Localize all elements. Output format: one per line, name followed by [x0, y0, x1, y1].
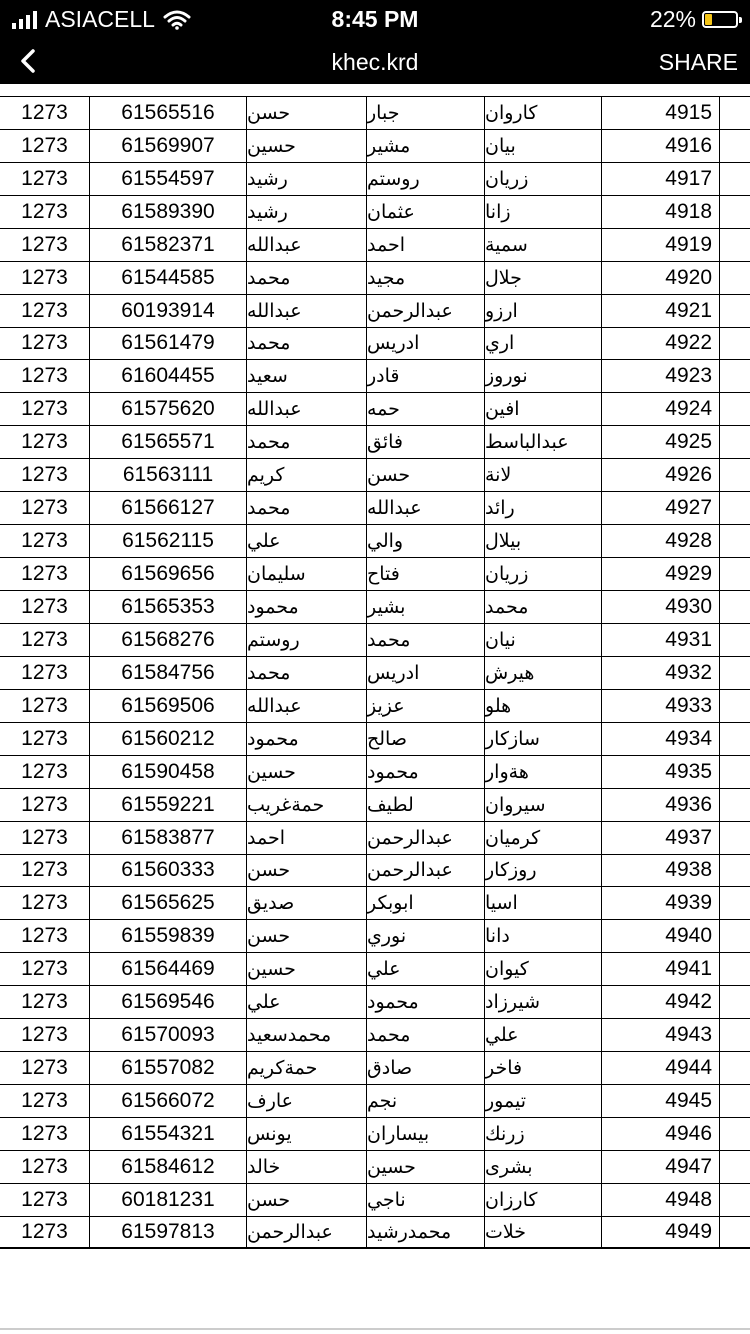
row-first-name: زريان [485, 558, 602, 590]
row-code: 1273 [0, 986, 90, 1018]
table-row [0, 458, 750, 491]
row-father-name: ابوبكر [367, 887, 485, 919]
row-father-name: ناجي [367, 1184, 485, 1216]
row-first-name: زانا [485, 196, 602, 228]
row-code: 1273 [0, 130, 90, 162]
document-view[interactable] [0, 84, 750, 1334]
row-first-name: سيروان [485, 789, 602, 821]
row-first-name: سازكار [485, 723, 602, 755]
row-serial: 4943 [602, 1019, 720, 1051]
row-first-name: زرنك [485, 1118, 602, 1150]
row-father-name: محمدرشيد [367, 1217, 485, 1247]
row-grandfather-name: عبدالله [247, 690, 367, 722]
row-id-number: 61597813 [90, 1217, 247, 1247]
table-row [0, 919, 750, 952]
row-grandfather-name: محمد [247, 328, 367, 360]
row-serial: 4915 [602, 97, 720, 129]
row-grandfather-name: سعيد [247, 360, 367, 392]
row-father-name: محمد [367, 1019, 485, 1051]
row-code: 1273 [0, 459, 90, 491]
row-id-number: 61589390 [90, 196, 247, 228]
row-first-name: كاروان [485, 97, 602, 129]
row-grandfather-name: حسين [247, 953, 367, 985]
row-id-number: 61560333 [90, 855, 247, 887]
row-grandfather-name: عبدالله [247, 295, 367, 327]
row-code: 1273 [0, 789, 90, 821]
table-row [0, 1150, 750, 1183]
battery-percent: 22% [649, 6, 696, 32]
row-father-name: مشير [367, 130, 485, 162]
row-father-name: روستم [367, 163, 485, 195]
row-code: 1273 [0, 855, 90, 887]
row-id-number: 61583877 [90, 822, 247, 854]
row-first-name: فاخر [485, 1052, 602, 1084]
row-code: 1273 [0, 756, 90, 788]
row-serial: 4931 [602, 624, 720, 656]
row-grandfather-name: حسن [247, 97, 367, 129]
table-row [0, 195, 750, 228]
row-grandfather-name: حسن [247, 920, 367, 952]
row-father-name: فائق [367, 426, 485, 458]
row-id-number: 61560212 [90, 723, 247, 755]
row-code: 1273 [0, 690, 90, 722]
row-code: 1273 [0, 1085, 90, 1117]
row-father-name: صالح [367, 723, 485, 755]
table-row [0, 359, 750, 392]
row-serial: 4942 [602, 986, 720, 1018]
table-row [0, 261, 750, 294]
row-first-name: محمد [485, 591, 602, 623]
row-grandfather-name: حمةغريب [247, 789, 367, 821]
row-grandfather-name: عبدالرحمن [247, 1217, 367, 1247]
row-serial: 4930 [602, 591, 720, 623]
row-first-name: اري [485, 328, 602, 360]
table-row [0, 392, 750, 425]
row-id-number: 60193914 [90, 295, 247, 327]
table-row [0, 425, 750, 458]
row-grandfather-name: حسين [247, 756, 367, 788]
table-row [0, 294, 750, 327]
row-father-name: عبدالله [367, 492, 485, 524]
row-serial: 4923 [602, 360, 720, 392]
table-row [0, 755, 750, 788]
table-row [0, 656, 750, 689]
row-first-name: اسيا [485, 887, 602, 919]
row-father-name: حسين [367, 1151, 485, 1183]
row-code: 1273 [0, 558, 90, 590]
row-code: 1273 [0, 97, 90, 129]
row-father-name: قادر [367, 360, 485, 392]
row-id-number: 61554321 [90, 1118, 247, 1150]
row-father-name: فتاح [367, 558, 485, 590]
row-serial: 4919 [602, 229, 720, 261]
row-code: 1273 [0, 723, 90, 755]
row-code: 1273 [0, 525, 90, 557]
row-first-name: جلال [485, 262, 602, 294]
row-grandfather-name: عارف [247, 1085, 367, 1117]
row-serial: 4924 [602, 393, 720, 425]
browser-nav-bar [0, 40, 750, 84]
row-serial: 4927 [602, 492, 720, 524]
row-father-name: بشير [367, 591, 485, 623]
row-grandfather-name: محمدسعيد [247, 1019, 367, 1051]
table-row [0, 491, 750, 524]
row-first-name: دانا [485, 920, 602, 952]
row-grandfather-name: محمد [247, 262, 367, 294]
row-serial: 4936 [602, 789, 720, 821]
row-id-number: 61544585 [90, 262, 247, 294]
row-serial: 4945 [602, 1085, 720, 1117]
row-serial: 4937 [602, 822, 720, 854]
battery-fill [705, 14, 712, 25]
row-code: 1273 [0, 196, 90, 228]
row-id-number: 61559839 [90, 920, 247, 952]
row-serial: 4934 [602, 723, 720, 755]
share-button[interactable]: SHARE [658, 49, 738, 75]
row-first-name: كرميان [485, 822, 602, 854]
row-serial: 4925 [602, 426, 720, 458]
row-code: 1273 [0, 1184, 90, 1216]
row-serial: 4929 [602, 558, 720, 590]
row-grandfather-name: كريم [247, 459, 367, 491]
row-code: 1273 [0, 624, 90, 656]
row-serial: 4922 [602, 328, 720, 360]
row-father-name: علي [367, 953, 485, 985]
row-serial: 4933 [602, 690, 720, 722]
table-row [0, 327, 750, 360]
row-grandfather-name: محمود [247, 723, 367, 755]
row-first-name: ارزو [485, 295, 602, 327]
row-serial: 4946 [602, 1118, 720, 1150]
table-row [0, 952, 750, 985]
row-serial: 4940 [602, 920, 720, 952]
table-row [0, 1117, 750, 1150]
row-id-number: 60181231 [90, 1184, 247, 1216]
row-code: 1273 [0, 1052, 90, 1084]
row-code: 1273 [0, 229, 90, 261]
row-first-name: كارزان [485, 1184, 602, 1216]
table-row [0, 1018, 750, 1051]
row-first-name: رائد [485, 492, 602, 524]
status-right [650, 6, 738, 33]
row-first-name: لانة [485, 459, 602, 491]
row-serial: 4932 [602, 657, 720, 689]
row-id-number: 61569506 [90, 690, 247, 722]
row-id-number: 61575620 [90, 393, 247, 425]
row-grandfather-name: احمد [247, 822, 367, 854]
row-grandfather-name: يونس [247, 1118, 367, 1150]
row-code: 1273 [0, 492, 90, 524]
row-serial: 4928 [602, 525, 720, 557]
row-code: 1273 [0, 953, 90, 985]
row-serial: 4949 [602, 1217, 720, 1247]
row-serial: 4935 [602, 756, 720, 788]
row-grandfather-name: محمد [247, 426, 367, 458]
table-row [0, 1051, 750, 1084]
row-id-number: 61582371 [90, 229, 247, 261]
table-row [0, 557, 750, 590]
row-serial: 4944 [602, 1052, 720, 1084]
row-first-name: زريان [485, 163, 602, 195]
row-code: 1273 [0, 1019, 90, 1051]
table-row [0, 854, 750, 887]
row-grandfather-name: سليمان [247, 558, 367, 590]
row-father-name: ادريس [367, 657, 485, 689]
row-father-name: والي [367, 525, 485, 557]
row-father-name: عبدالرحمن [367, 822, 485, 854]
table-row [0, 590, 750, 623]
row-first-name: سمية [485, 229, 602, 261]
table-row [0, 1216, 750, 1249]
row-father-name: عبدالرحمن [367, 295, 485, 327]
table-row [0, 129, 750, 162]
row-serial: 4918 [602, 196, 720, 228]
row-father-name: عثمان [367, 196, 485, 228]
table-row [0, 524, 750, 557]
row-code: 1273 [0, 887, 90, 919]
row-serial: 4948 [602, 1184, 720, 1216]
row-father-name: عزيز [367, 690, 485, 722]
row-father-name: لطيف [367, 789, 485, 821]
row-father-name: عبدالرحمن [367, 855, 485, 887]
row-code: 1273 [0, 1217, 90, 1247]
row-grandfather-name: عبدالله [247, 393, 367, 425]
row-code: 1273 [0, 591, 90, 623]
row-id-number: 61564469 [90, 953, 247, 985]
row-code: 1273 [0, 920, 90, 952]
row-father-name: محمد [367, 624, 485, 656]
row-code: 1273 [0, 1118, 90, 1150]
row-father-name: محمود [367, 986, 485, 1018]
table-row [0, 623, 750, 656]
row-grandfather-name: علي [247, 986, 367, 1018]
row-id-number: 61566072 [90, 1085, 247, 1117]
row-grandfather-name: خالد [247, 1151, 367, 1183]
row-first-name: هةوار [485, 756, 602, 788]
row-first-name: بيلال [485, 525, 602, 557]
row-grandfather-name: محمد [247, 657, 367, 689]
battery-icon [702, 11, 738, 28]
status-bar [0, 0, 750, 40]
row-serial: 4921 [602, 295, 720, 327]
row-first-name: هيرش [485, 657, 602, 689]
row-first-name: هلو [485, 690, 602, 722]
row-first-name: خلات [485, 1217, 602, 1247]
row-serial: 4917 [602, 163, 720, 195]
row-code: 1273 [0, 328, 90, 360]
row-father-name: صادق [367, 1052, 485, 1084]
row-id-number: 61569656 [90, 558, 247, 590]
table-row [0, 228, 750, 261]
row-father-name: جبار [367, 97, 485, 129]
row-id-number: 61604455 [90, 360, 247, 392]
table-row [0, 722, 750, 755]
status-time: 8:45 PM [331, 6, 419, 32]
row-code: 1273 [0, 262, 90, 294]
table-row [0, 788, 750, 821]
table-row [0, 689, 750, 722]
row-code: 1273 [0, 426, 90, 458]
row-grandfather-name: عبدالله [247, 229, 367, 261]
row-id-number: 61554597 [90, 163, 247, 195]
row-first-name: افين [485, 393, 602, 425]
table-row [0, 886, 750, 919]
row-father-name: حسن [367, 459, 485, 491]
row-father-name: محمود [367, 756, 485, 788]
table-row [0, 1084, 750, 1117]
row-id-number: 61557082 [90, 1052, 247, 1084]
row-serial: 4941 [602, 953, 720, 985]
row-grandfather-name: محمود [247, 591, 367, 623]
row-serial: 4916 [602, 130, 720, 162]
row-grandfather-name: حسن [247, 855, 367, 887]
row-grandfather-name: محمد [247, 492, 367, 524]
row-code: 1273 [0, 360, 90, 392]
row-father-name: ادريس [367, 328, 485, 360]
row-father-name: نوري [367, 920, 485, 952]
row-id-number: 61584756 [90, 657, 247, 689]
row-code: 1273 [0, 1151, 90, 1183]
row-grandfather-name: علي [247, 525, 367, 557]
row-father-name: بيساران [367, 1118, 485, 1150]
table-row-partial [0, 84, 750, 96]
row-first-name: عبدالباسط [485, 426, 602, 458]
row-first-name: نيان [485, 624, 602, 656]
row-id-number: 61566127 [90, 492, 247, 524]
row-id-number: 61569546 [90, 986, 247, 1018]
row-grandfather-name: حمةكريم [247, 1052, 367, 1084]
row-serial: 4926 [602, 459, 720, 491]
row-id-number: 61561479 [90, 328, 247, 360]
row-father-name: احمد [367, 229, 485, 261]
row-first-name: شيرزاد [485, 986, 602, 1018]
row-id-number: 61563111 [90, 459, 247, 491]
row-first-name: بشرى [485, 1151, 602, 1183]
data-table [0, 84, 750, 1249]
row-code: 1273 [0, 822, 90, 854]
table-row [0, 821, 750, 854]
row-father-name: نجم [367, 1085, 485, 1117]
bottom-divider [0, 1328, 750, 1330]
row-id-number: 61570093 [90, 1019, 247, 1051]
row-id-number: 61569907 [90, 130, 247, 162]
row-code: 1273 [0, 393, 90, 425]
row-serial: 4947 [602, 1151, 720, 1183]
row-grandfather-name: صديق [247, 887, 367, 919]
row-id-number: 61590458 [90, 756, 247, 788]
row-code: 1273 [0, 295, 90, 327]
row-first-name: بيان [485, 130, 602, 162]
row-grandfather-name: حسن [247, 1184, 367, 1216]
row-id-number: 61584612 [90, 1151, 247, 1183]
table-row [0, 1183, 750, 1216]
row-first-name: تيمور [485, 1085, 602, 1117]
table-row [0, 96, 750, 129]
row-id-number: 61565516 [90, 97, 247, 129]
row-serial: 4938 [602, 855, 720, 887]
row-id-number: 61565353 [90, 591, 247, 623]
row-first-name: كيوان [485, 953, 602, 985]
row-first-name: علي [485, 1019, 602, 1051]
row-father-name: حمه [367, 393, 485, 425]
row-id-number: 61559221 [90, 789, 247, 821]
row-first-name: روزكار [485, 855, 602, 887]
row-id-number: 61565625 [90, 887, 247, 919]
row-serial: 4939 [602, 887, 720, 919]
row-grandfather-name: روستم [247, 624, 367, 656]
row-first-name: نوروز [485, 360, 602, 392]
row-grandfather-name: رشيد [247, 196, 367, 228]
page-url-title: khec.krd [331, 49, 419, 75]
row-grandfather-name: حسين [247, 130, 367, 162]
row-serial: 4920 [602, 262, 720, 294]
row-id-number: 61565571 [90, 426, 247, 458]
carrier-name: ASIACELL [45, 6, 155, 32]
table-row [0, 162, 750, 195]
row-code: 1273 [0, 163, 90, 195]
row-father-name: مجيد [367, 262, 485, 294]
row-grandfather-name: رشيد [247, 163, 367, 195]
table-row [0, 985, 750, 1018]
row-code: 1273 [0, 657, 90, 689]
row-id-number: 61568276 [90, 624, 247, 656]
row-id-number: 61562115 [90, 525, 247, 557]
